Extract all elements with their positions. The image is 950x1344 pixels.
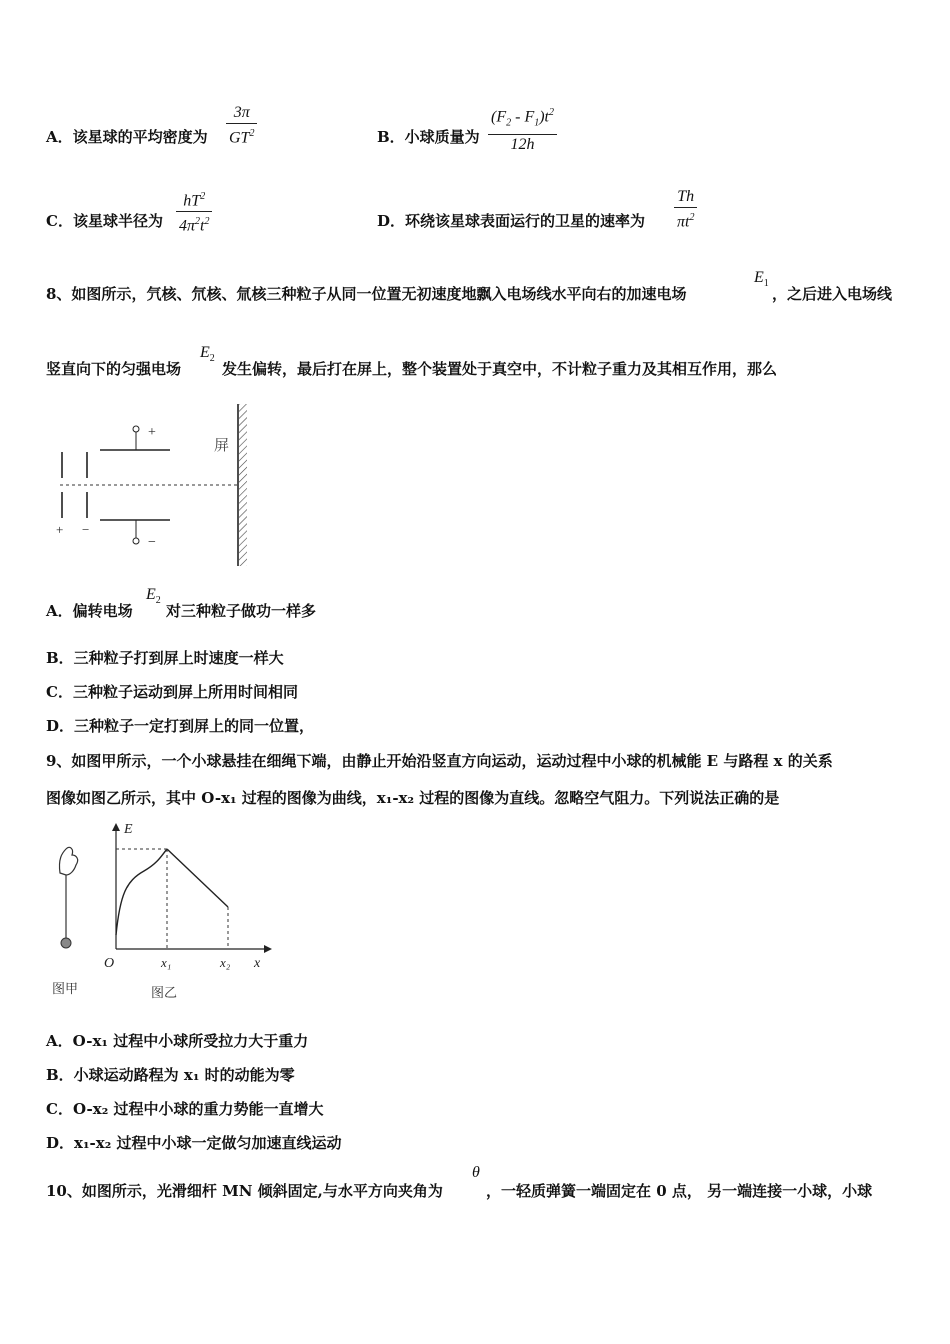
formula-part: 4π [179,217,196,235]
q7-option-d: D．环绕该星球表面运行的卫星的速率为 [377,212,646,230]
axis-x-label: x [254,956,261,971]
q8-stem-line2-start: 竖直向下的匀强电场 [46,360,182,378]
q10-stem-end: ，一轻质弹簧一端固定在 0 点， 另一端连接一小球，小球 [486,1182,873,1200]
q9-option-d: D．x₁-x₂ 过程中小球一定做匀加速直线运动 [46,1134,342,1152]
q8-option-b: B．三种粒子打到屏上时速度一样大 [46,649,284,667]
q7-option-c: C．该星球半径为 [46,212,163,230]
superscript: 2 [195,216,201,228]
plus-sign: + [56,522,64,537]
q7-option-a: A．该星球的平均密度为 [46,128,208,146]
e2-symbol: $E_2$ [146,586,161,607]
subscript: 2 [506,117,512,129]
caption-jia: 图甲 [52,981,79,996]
q8-option-d: D．三种粒子一定打到屏上的同一位置， [46,717,315,735]
superscript: 2 [689,212,695,223]
q8-option-a-end: 对三种粒子做功一样多 [166,602,317,620]
minus-sign: − [82,522,90,537]
q7-option-b-formula [488,103,557,155]
q9-option-c: C．O-x₂ 过程中小球的重力势能一直增大 [46,1100,324,1118]
formula-part: - F [511,108,535,126]
formula-part: )t [539,108,549,126]
fraction-denominator: πt [677,213,690,231]
superscript: 2 [249,128,255,139]
q8-option-a: A．偏转电场 [46,602,133,620]
superscript: 2 [200,191,206,202]
subscript: 1 [534,117,540,129]
screen-label: 屏 [214,438,230,454]
plus-sign: + [148,425,156,440]
formula-part: t [200,217,205,235]
fraction-numerator: 3π [233,104,250,121]
q8-stem-line1-end: ，之后进入电场线 [772,285,893,303]
q7-option-c-formula [176,187,212,237]
text: 8、如图所示，氕核、氘核、氚核三种粒子从同一位置无初速度地飘入电场线水平向右的加速电场 [46,285,687,303]
q10-stem-start: 10、如图所示，光滑细杆 MN 倾斜固定,与水平方向夹角为 [46,1182,443,1200]
e1-symbol: $E_1$ [754,269,769,290]
q8-stem-line1 [46,283,686,304]
fraction-numerator: hT [183,192,201,210]
theta-symbol: θ [472,1164,480,1181]
q8-stem-line2-end: 发生偏转，最后打在屏上，整个装置处于真空中，不计粒子重力及其相互作用，那么 [222,360,778,378]
e2-symbol: $E_2$ [200,344,215,365]
q9-option-a: A．O-x₁ 过程中小球所受拉力大于重力 [46,1032,309,1050]
tick-x1: x₁ [161,955,172,970]
q9-option-b: B．小球运动路程为 x₁ 时的动能为零 [46,1066,295,1084]
axis-e-label: E [124,822,133,837]
q9-stem-line1: 9、如图甲所示，一个小球悬挂在细绳下端，由静止开始沿竖直方向运动，运动过程中小球的机械能 E 与路程 x 的关系 [46,752,833,770]
q7-option-a-formula [226,103,257,148]
caption-yi: 图乙 [151,985,178,1000]
q9-figure [46,815,276,1005]
superscript: 2 [549,107,554,118]
formula-part: (F [491,108,507,126]
tick-x2: x₂ [220,955,231,970]
q8-apparatus-figure [52,400,257,570]
q8-option-c: C．三种粒子运动到屏上所用时间相同 [46,683,298,701]
minus-sign: − [148,535,156,550]
superscript: 2 [204,216,210,228]
fraction-denominator: 12h [510,135,535,153]
hand-illustration [59,847,77,948]
q9-stem-line2: 图像如图乙所示，其中 O-x₁ 过程的图像为曲线，x₁-x₂ 过程的图像为直线。忽略空气阻力。下列说法正确的是 [46,789,780,807]
q7-option-b: B．小球质量为 [377,128,480,146]
fraction-numerator: Th [677,188,695,205]
fraction-denominator: GT [229,129,250,147]
q7-option-d-formula [674,187,697,232]
origin-label: O [104,956,115,971]
